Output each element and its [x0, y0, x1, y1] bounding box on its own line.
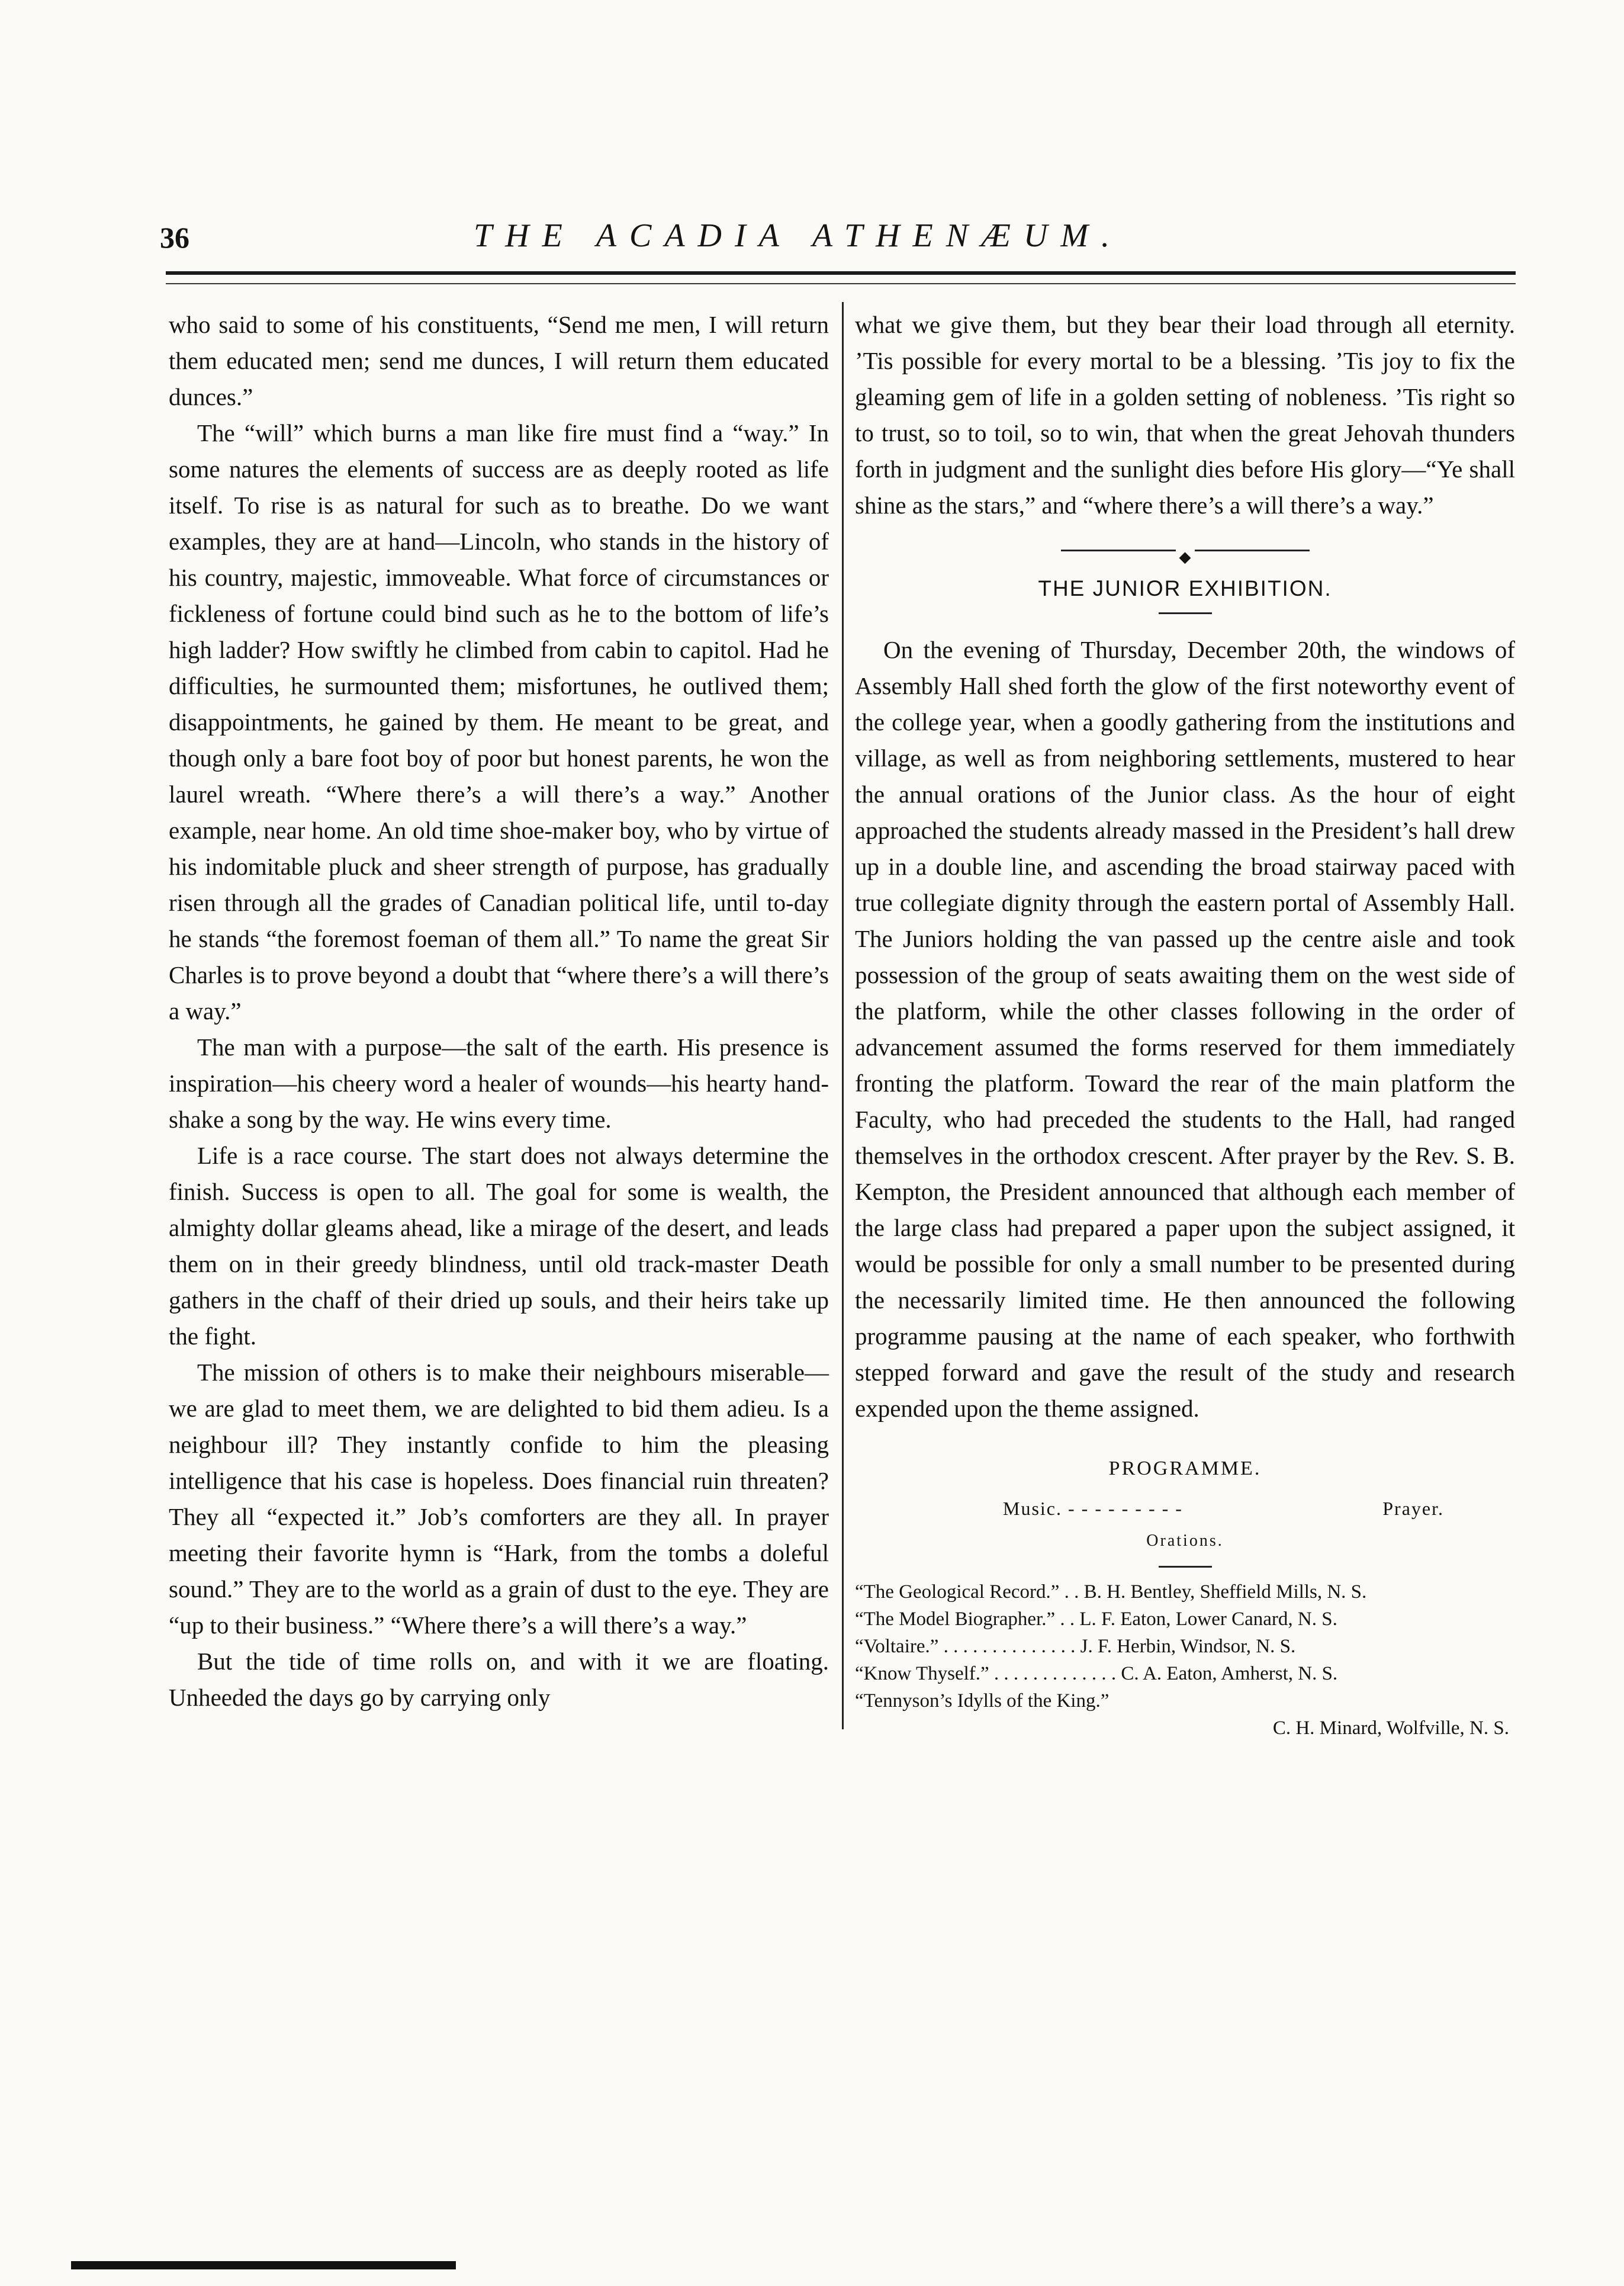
- programme-row: [855, 1492, 1515, 1524]
- right-column: [855, 307, 1515, 1742]
- oration-speaker: C. H. Minard, Wolfville, N. S.: [1272, 1717, 1509, 1739]
- paragraph: But the tide of time rolls on, and with it we are floating. Unheeded the days go by carrying only: [169, 1648, 829, 1711]
- paragraph: what we give them, but they bear their load through all eternity. ’Tis possible for every mortal to be a blessing. ’Tis joy to fix the gleaming gem of life in a golden setting of nobleness. ’Tis right so to trust, so to toil, so to win, that when the great Jehovah thunders forth in judgment and the sunlight dies before His glory—“Ye shall shine as the stars,” and “where there’s a will there’s a way.”: [855, 311, 1515, 519]
- column-divider: [842, 302, 844, 1729]
- oration-item: “Know Thyself.” . . . . . . . . . . . . . C. A. Eaton, Amherst, N. S.: [855, 1663, 1338, 1684]
- heading-underline: [1159, 612, 1212, 614]
- header-rule-thin: [166, 283, 1516, 284]
- paragraph: On the evening of Thursday, December 20th, the windows of Assembly Hall shed forth the glow of the first noteworthy event of the college year, when a goodly gathering from the institutions and village, as well as from neighboring settlements, mustered to hear the annual orations of the Junior class. As the hour of eight approached the students already massed in the President’s hall drew up in a double line, and ascending the broad stairway paced with true collegiate dignity through the eastern portal of Assembly Hall. The Juniors holding the van passed up the centre aisle and took possession of the group of seats awaiting them on the west side of the platform, while the other classes following in the order of advancement assumed the forms reserved for them immediately fronting the platform. Toward the rear of the main platform the Faculty, who had preceded the students to the Hall, had ranged themselves in the orthodox crescent. After prayer by the Rev. S. B. Kempton, the President announced that although each member of the large class had prepared a paper upon the subject assigned, it would be possible for only a small number to be presented during the necessarily limited time. He then announced the following programme pausing at the name of each speaker, who forthwith stepped forward and gave the result of the study and research expended upon the theme assigned.: [855, 636, 1515, 1422]
- running-title: THE ACADIA ATHENÆUM.: [474, 217, 1123, 254]
- paragraph: The “will” which burns a man like fire must find a “way.” In some natures the elements of success are as deeply rooted as life itself. To rise is as natural for such as to breathe. Do we want examples, they are at hand—Lincoln, who stands in the history of his country, majestic, immoveable. What force of circumstances or fickleness of fortune could bind such as he to the bottom of life’s high ladder? How swiftly he climbed from cabin to capitol. Had he difficulties, he surmounted them; misfortunes, he outlived them; disappointments, he gained by them. He meant to be great, and though only a bare foot boy of poor but honest parents, he won the laurel wreath. “Where there’s a will there’s a way.” Another example, near home. An old time shoe-maker boy, who by virtue of his indomitable pluck and sheer strength of purpose, has gradually risen through all the grades of Canadian political life, until to-day he stands “the foremost foeman of them all.” To name the great Sir Charles is to prove beyond a doubt that “where there’s a will there’s a way.”: [169, 419, 829, 1025]
- paragraph: The man with a purpose—the salt of the earth. His presence is inspiration—his cheery word a healer of wounds—his hearty hand-shake a song by the way. He wins every time.: [169, 1033, 829, 1133]
- orations-underline: [1159, 1566, 1212, 1568]
- left-column: [169, 307, 829, 1716]
- scan-edge-mark: [71, 2261, 456, 2269]
- paragraph: Life is a race course. The start does not always determine the finish. Success is open to all. The goal for some is wealth, the almighty dollar gleams ahead, like a mirage of the desert, and leads them on in their greedy blindness, until old track-master Death gathers in the chaff of their dried up souls, and their heirs take up the fight.: [169, 1142, 829, 1350]
- music-label: Music. - - - - - - - - -: [1003, 1498, 1183, 1519]
- oration-list: [855, 1578, 1515, 1742]
- oration-item: “Tennyson’s Idylls of the King.”: [855, 1690, 1110, 1712]
- header-rule-thick: [166, 271, 1516, 275]
- oration-item: “The Model Biographer.” . . L. F. Eaton, Lower Canard, N. S.: [855, 1608, 1337, 1630]
- prayer-label: Prayer.: [1382, 1498, 1444, 1519]
- paragraph: The mission of others is to make their neighbours miserable—we are glad to meet them, we are delighted to bid them adieu. Is a neighbour ill? They instantly confide to him the pleasing intelligence that his case is hopeless. Does financial ruin threaten? They all “expected it.” Job’s comforters are they all. In prayer meeting their favorite hymn is “Hark, from the tombs a doleful sound.” They are to the world as a grain of dust to the eye. They are “up to their business.” “Where there’s a will there’s a way.”: [169, 1359, 829, 1639]
- oration-item: “The Geological Record.” . . B. H. Bentley, Sheffield Mills, N. S.: [855, 1581, 1367, 1603]
- orations-heading: Orations.: [1146, 1532, 1224, 1550]
- programme-heading: PROGRAMME.: [1108, 1457, 1262, 1479]
- page-number: 36: [160, 221, 189, 254]
- oration-item: “Voltaire.” . . . . . . . . . . . . . . J. F. Herbin, Windsor, N. S.: [855, 1636, 1296, 1657]
- paragraph: who said to some of his constituents, “Send me men, I will return them educated men; send me dunces, I will return them educated dunces.”: [169, 311, 829, 410]
- ornamental-separator: [1061, 550, 1310, 551]
- section-heading: THE JUNIOR EXHIBITION.: [1038, 576, 1332, 601]
